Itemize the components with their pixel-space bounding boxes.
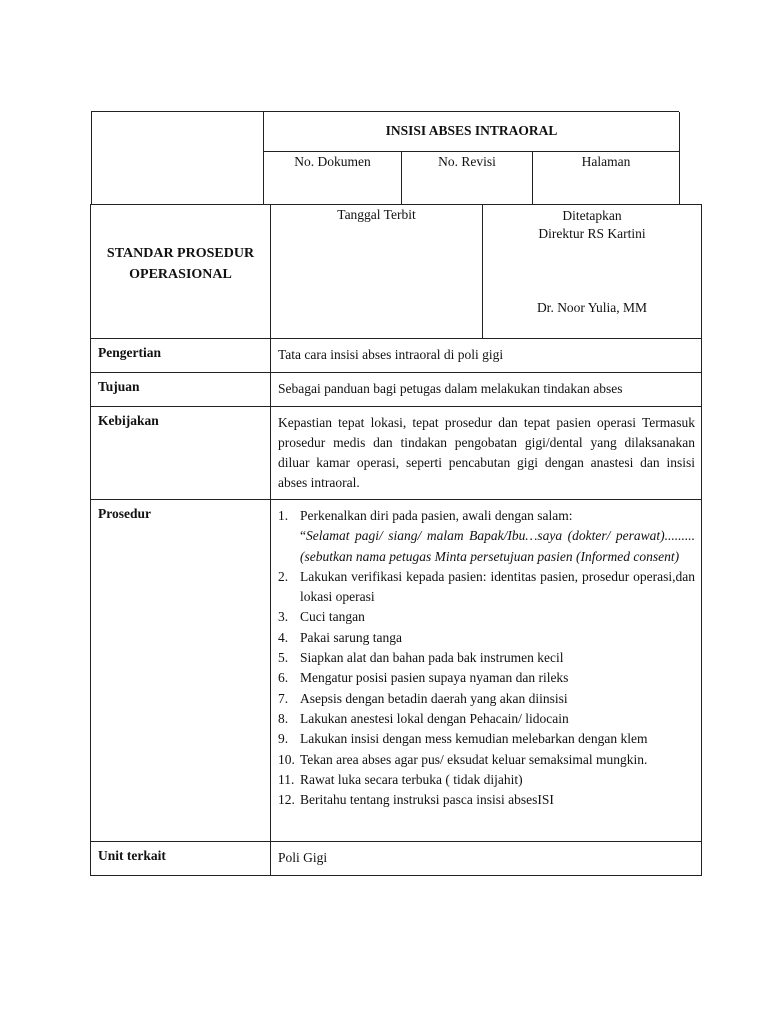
tanggal-terbit-label: Tanggal Terbit xyxy=(337,207,416,222)
step-text: Lakukan verifikasi kepada pasien: identitas pasien, prosedur operasi,dan lokasi operasi xyxy=(300,568,695,605)
pengertian-label: Pengertian xyxy=(91,339,271,373)
prosedur-row xyxy=(91,500,702,842)
prosedur-list xyxy=(278,506,695,810)
step-number: 3. xyxy=(278,609,289,625)
ditetapkan-label: Ditetapkan xyxy=(562,208,622,223)
document-title: INSISI ABSES INTRAORAL xyxy=(263,112,680,152)
step-text: Asepsis dengan betadin daerah yang akan diinsisi xyxy=(300,690,568,706)
sop-table xyxy=(90,204,702,876)
step-number: 1. xyxy=(278,508,289,523)
step-text: Lakukan anestesi lokal dengan Pehacain/ lidocain xyxy=(300,710,569,726)
jabatan-label: Direktur RS Kartini xyxy=(538,226,646,241)
step-text: Lakukan insisi dengan mess kemudian melebarkan dengan klem xyxy=(300,731,648,747)
prosedur-step xyxy=(278,729,695,749)
step-text: Mengatur posisi pasien supaya nyaman dan rileks xyxy=(300,670,569,686)
step-text: Cuci tangan xyxy=(300,609,365,625)
sop-title xyxy=(91,205,271,339)
no-dokumen-cell: No. Dokumen xyxy=(263,152,402,205)
no-revisi-cell: No. Revisi xyxy=(402,152,533,205)
prosedur-step xyxy=(278,648,695,668)
step-text: Perkenalkan diri pada pasien, awali dengan salam: xyxy=(300,508,573,523)
prosedur-step xyxy=(278,506,695,567)
document-header xyxy=(91,111,679,204)
step-number: 10. xyxy=(278,751,295,767)
step-number: 4. xyxy=(278,629,289,645)
sop-header-row xyxy=(91,205,702,339)
prosedur-step xyxy=(278,770,695,790)
step-number: 12. xyxy=(278,792,295,808)
halaman-cell: Halaman xyxy=(533,152,680,205)
pengertian-row xyxy=(91,339,702,373)
tujuan-label: Tujuan xyxy=(91,373,271,407)
step-number: 6. xyxy=(278,670,289,686)
tujuan-row xyxy=(91,373,702,407)
prosedur-step xyxy=(278,668,695,688)
step-number: 5. xyxy=(278,650,289,666)
prosedur-label: Prosedur xyxy=(91,500,271,842)
prosedur-step xyxy=(278,750,695,770)
greeting-open-quote: “ xyxy=(300,528,306,544)
step-text: Siapkan alat dan bahan pada bak instrumen kecil xyxy=(300,650,564,666)
step-number: 9. xyxy=(278,731,289,747)
tanggal-terbit-cell xyxy=(271,205,483,339)
kebijakan-row xyxy=(91,407,702,500)
step-number: 8. xyxy=(278,710,289,726)
prosedur-step xyxy=(278,689,695,709)
step-number: 2. xyxy=(278,568,289,584)
step-text: Pakai sarung tanga xyxy=(300,629,402,645)
step-text: Rawat luka secara terbuka ( tidak dijahit) xyxy=(300,771,523,787)
ditetapkan-cell xyxy=(483,205,702,339)
step-text: Tekan area abses agar pus/ eksudat keluar semaksimal mungkin. xyxy=(300,751,648,767)
greeting-italic: Selamat pagi/ siang/ malam Bapak/Ibu…saya (dokter/ perawat).........(sebutkan nama petugas Minta persetujuan pasien (Informed consent) xyxy=(300,528,695,564)
step-text: Beritahu tentang instruksi pasca insisi absesISI xyxy=(300,792,554,808)
prosedur-step xyxy=(278,709,695,729)
unit-terkait-row xyxy=(91,842,702,876)
sop-title-line2: OPERASIONAL xyxy=(129,267,232,282)
step-number: 7. xyxy=(278,690,289,706)
unit-terkait-value: Poli Gigi xyxy=(271,842,702,876)
signatory-name: Dr. Noor Yulia, MM xyxy=(536,300,648,315)
kebijakan-value: Kepastian tepat lokasi, tepat prosedur dan tepat pasien operasi Termasuk prosedur medis dan tindakan pengobatan gigi/dental yang dilaksanakan diluar kamar operasi, seperti pencabutan gigi dengan anastesi dan insisi abses intraoral. xyxy=(271,407,702,500)
prosedur-step xyxy=(278,567,695,608)
kebijakan-label: Kebijakan xyxy=(91,407,271,500)
prosedur-step xyxy=(278,628,695,648)
unit-terkait-label: Unit terkait xyxy=(91,842,271,876)
prosedur-value xyxy=(271,500,702,842)
greeting-text xyxy=(300,526,695,567)
prosedur-step xyxy=(278,790,695,810)
tujuan-value: Sebagai panduan bagi petugas dalam melakukan tindakan abses xyxy=(271,373,702,407)
prosedur-step xyxy=(278,607,695,627)
step-number: 11. xyxy=(278,771,295,787)
sop-title-line1: STANDAR PROSEDUR xyxy=(106,246,255,261)
pengertian-value: Tata cara insisi abses intraoral di poli gigi xyxy=(271,339,702,373)
